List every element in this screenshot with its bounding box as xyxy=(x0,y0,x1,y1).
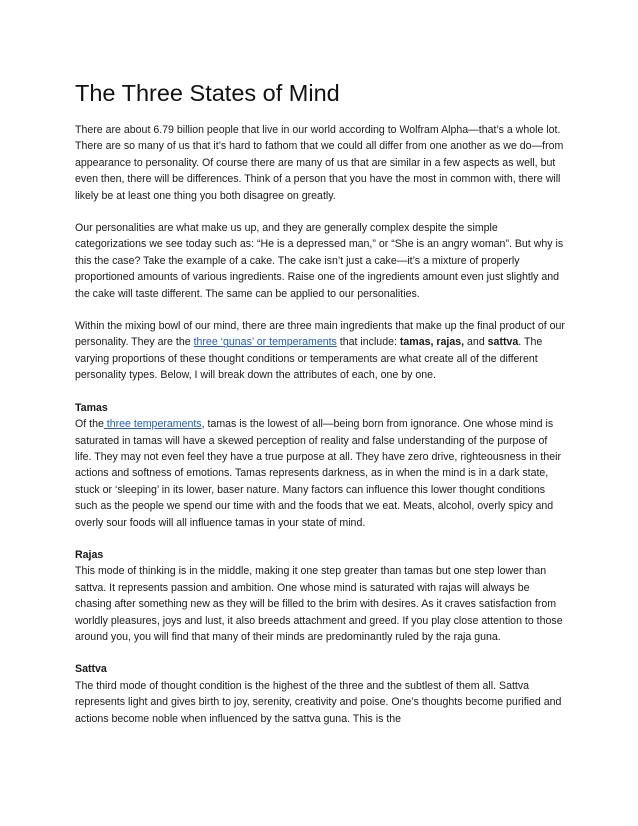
tamas-lead: Of the xyxy=(75,418,104,431)
section-heading-sattva: Sattva xyxy=(75,663,107,676)
intro-paragraph-3-closing: . The varying proportions of these thought conditions or temperaments are what create all of the different personality types. Below, I will break down the attributes of each, one by one. xyxy=(75,336,543,382)
section-heading-tamas: Tamas xyxy=(75,401,108,414)
section-rajas xyxy=(75,547,565,645)
intro-paragraph-3-text: Within the mixing bowl of our mind, there are three main ingredients that make up the final product of our personality. They are the xyxy=(75,320,565,349)
intro-paragraph-2: Our personalities are what make us up, and they are generally complex despite the simple categorizations we see today such as: “He is a depressed man,” or “She is an angry woman”. But why is this the case? Take the example of a cake. The cake isn’t just a cake—it’s a mixture of properly proportioned amounts of various ingredients. Raise one of the ingredients amount even just slightly and the cake will taste different. The same can be applied to our personalities. xyxy=(75,222,564,300)
three-temperaments-link[interactable]: three temperaments xyxy=(103,418,202,431)
section-sattva xyxy=(75,661,565,727)
intro-paragraph-3-text-after: that include: xyxy=(336,336,400,349)
section-heading-rajas: Rajas xyxy=(75,548,104,561)
section-tamas xyxy=(75,400,565,531)
rajas-term: rajas, xyxy=(436,336,465,349)
section-body-rajas: This mode of thinking is in the middle, making it one step greater than tamas but one step lower than sattva. It represents passion and ambition. One whose mind is saturated with rajas will always be chasing after something new as they will be filled to the brim with desires. As it craves satisfaction from worldly pleasures, joys and lust, it also breeds attachment and greed. If you play close attention to those around you, you will find that many of their minds are predominantly ruled by the raja guna. xyxy=(75,565,563,643)
intro-paragraph-1: There are about 6.79 billion people that live in our world according to Wolfram Alpha—that’s a whole lot. There are so many of us that it’s hard to fathom that we could all differ from one another as we do—from appearance to personality. Of course there are many of us that are similar in a few aspects as well, but even then, there will be differences. Think of a person that you have the most in common with, there will likely be at least one thing you both disagree on greatly. xyxy=(75,124,564,202)
document-page xyxy=(75,78,565,743)
section-body-sattva: The third mode of thought condition is the highest of the three and the subtlest of them all. Sattva represents light and gives birth to joy, serenity, creativity and poise. One’s thoughts become purified and actions become noble when influenced by the sattva guna. This is the xyxy=(75,679,562,725)
and-word: and xyxy=(464,336,488,349)
page-title: The Three States of Mind xyxy=(75,80,340,106)
section-body-tamas xyxy=(75,416,565,531)
three-gunas-link[interactable]: three ‘gunas’ or temperaments xyxy=(193,336,337,349)
sattva-term: sattva xyxy=(487,336,519,349)
tamas-term: tamas, xyxy=(399,336,434,349)
intro-paragraph-3 xyxy=(75,318,565,384)
tamas-body-text: , tamas is the lowest of all—being born from ignorance. One whose mind is saturated in tamas will have a skewed perception of reality and false understanding of the purpose of life. They may not even feel they have a true purpose at all. They have zero drive, righteousness in their actions and softness of emotions. Tamas represents darkness, as in when the mind is in a dark state, stuck or ‘sleeping’ in its lower, baser nature. Many factors can influence this lower thought conditions such as the people we spend our time with and the foods that we eat. Meats, alcohol, overly spicy and overly sour foods will all influence tamas in your state of mind. xyxy=(75,418,562,529)
